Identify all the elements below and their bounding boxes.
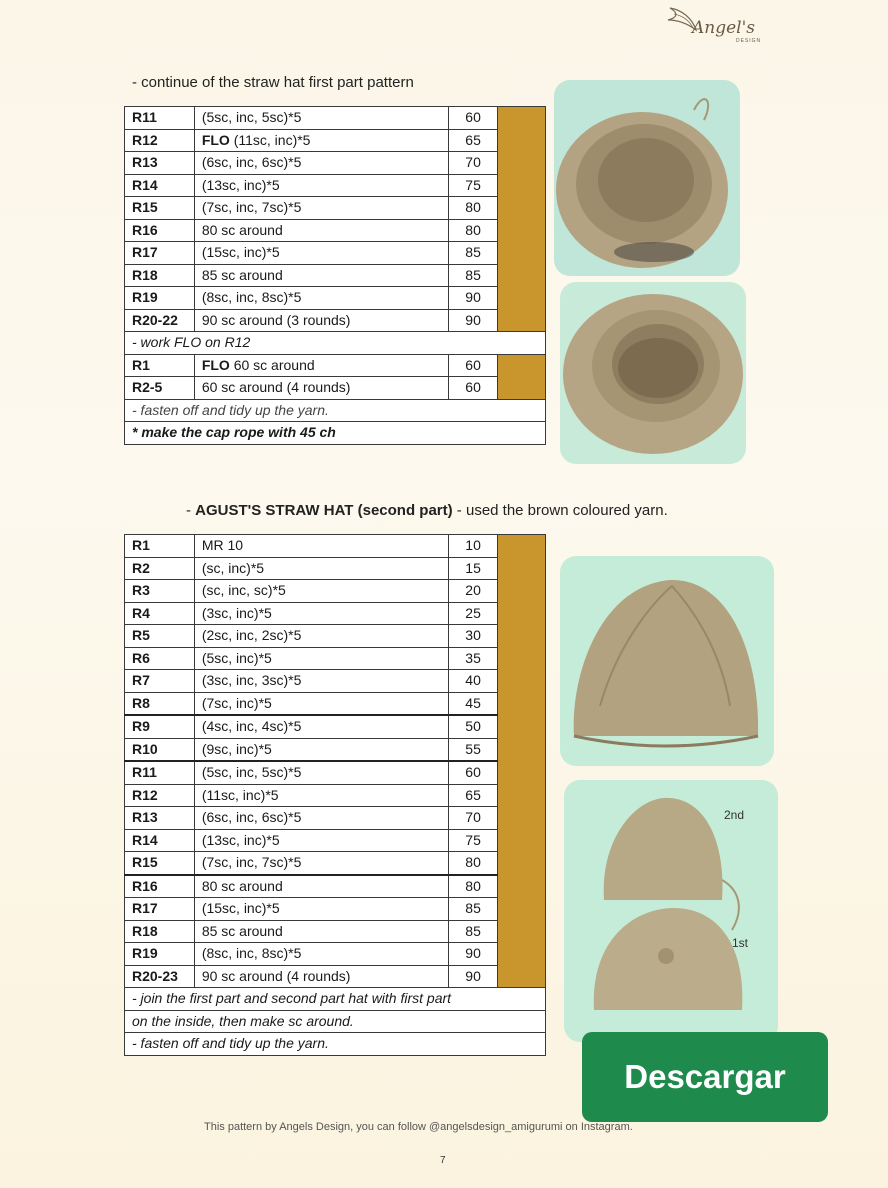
instruction-cell: (5sc, inc, 5sc)*5 bbox=[194, 107, 449, 130]
flo-note: - work FLO on R12 bbox=[125, 332, 546, 355]
table-row bbox=[125, 242, 546, 265]
crochet-hat-dome-icon bbox=[560, 556, 774, 766]
table-row bbox=[125, 943, 546, 966]
table-row bbox=[125, 354, 546, 377]
section2-heading-suffix: - used the brown coloured yarn. bbox=[452, 502, 668, 519]
note-row bbox=[125, 422, 546, 445]
stitch-count-cell: 60 bbox=[449, 354, 497, 377]
note-row bbox=[125, 1033, 546, 1056]
table-row bbox=[125, 738, 546, 761]
stitch-count-cell: 10 bbox=[449, 535, 497, 558]
fasten-note: - fasten off and tidy up the yarn. bbox=[125, 399, 546, 422]
round-cell: R2-5 bbox=[125, 377, 195, 400]
table-row bbox=[125, 580, 546, 603]
round-cell: R12 bbox=[125, 129, 195, 152]
stitch-count-cell: 75 bbox=[449, 174, 497, 197]
round-cell: R12 bbox=[125, 784, 195, 807]
stitch-count-cell: 75 bbox=[449, 829, 497, 852]
stitch-count-cell: 90 bbox=[449, 943, 497, 966]
table-row bbox=[125, 107, 546, 130]
instruction-cell: (sc, inc, sc)*5 bbox=[194, 580, 449, 603]
stitch-count-cell: 80 bbox=[449, 219, 497, 242]
round-cell: R15 bbox=[125, 852, 195, 875]
stitch-count-cell: 15 bbox=[449, 557, 497, 580]
table-row bbox=[125, 920, 546, 943]
table-row bbox=[125, 602, 546, 625]
instruction-text: (11sc, inc)*5 bbox=[229, 131, 311, 148]
instruction-cell: (8sc, inc, 8sc)*5 bbox=[194, 943, 449, 966]
fasten-note: - fasten off and tidy up the yarn. bbox=[125, 1033, 546, 1056]
round-cell: R18 bbox=[125, 920, 195, 943]
crochet-hat-inside-icon bbox=[554, 80, 740, 276]
flo-label: FLO bbox=[201, 356, 230, 373]
stitch-count-cell: 30 bbox=[449, 625, 497, 648]
instruction-cell: (11sc, inc)*5 bbox=[194, 784, 449, 807]
hat-photo-inside bbox=[554, 80, 740, 276]
table-row bbox=[125, 174, 546, 197]
table-row bbox=[125, 761, 546, 784]
instruction-cell: (3sc, inc)*5 bbox=[194, 602, 449, 625]
section2-heading-prefix: - bbox=[186, 502, 196, 519]
table-row bbox=[125, 219, 546, 242]
instruction-cell: 80 sc around bbox=[194, 219, 449, 242]
table-row bbox=[125, 875, 546, 898]
pattern-table-second-part bbox=[124, 534, 546, 1056]
table-row bbox=[125, 309, 546, 332]
instruction-cell: 90 sc around (3 rounds) bbox=[194, 309, 449, 332]
table-row bbox=[125, 692, 546, 715]
table-row bbox=[125, 852, 546, 875]
instruction-cell: (8sc, inc, 8sc)*5 bbox=[194, 287, 449, 310]
hat-photo-two-parts bbox=[564, 780, 778, 1042]
instruction-cell: (7sc, inc, 7sc)*5 bbox=[194, 197, 449, 220]
round-cell: R8 bbox=[125, 692, 195, 715]
instruction-cell: (3sc, inc, 3sc)*5 bbox=[194, 670, 449, 693]
stitch-count-cell: 90 bbox=[449, 287, 497, 310]
stitch-count-cell: 80 bbox=[449, 875, 497, 898]
stitch-count-cell: 45 bbox=[449, 692, 497, 715]
table-row bbox=[125, 784, 546, 807]
table-row bbox=[125, 535, 546, 558]
table-row bbox=[125, 647, 546, 670]
instruction-cell: (sc, inc)*5 bbox=[194, 557, 449, 580]
stitch-count-cell: 80 bbox=[449, 852, 497, 875]
stitch-count-cell: 70 bbox=[449, 807, 497, 830]
stitch-count-cell: 35 bbox=[449, 647, 497, 670]
round-cell: R1 bbox=[125, 354, 195, 377]
note-row bbox=[125, 399, 546, 422]
flo-label: FLO bbox=[201, 131, 230, 148]
stitch-count-cell: 85 bbox=[449, 242, 497, 265]
count-color-bar bbox=[497, 107, 545, 332]
round-cell: R11 bbox=[125, 761, 195, 784]
stitch-count-cell: 60 bbox=[449, 761, 497, 784]
stitch-count-cell: 60 bbox=[449, 107, 497, 130]
logo-subtext: DESIGN bbox=[736, 38, 762, 44]
round-cell: R19 bbox=[125, 287, 195, 310]
table-row bbox=[125, 129, 546, 152]
table-row bbox=[125, 715, 546, 738]
table-row bbox=[125, 197, 546, 220]
join-note-line1: - join the first part and second part hat with first part bbox=[125, 988, 546, 1011]
logo-text: Angel's bbox=[692, 18, 756, 38]
stitch-count-cell: 55 bbox=[449, 738, 497, 761]
stitch-count-cell: 50 bbox=[449, 715, 497, 738]
stitch-count-cell: 40 bbox=[449, 670, 497, 693]
round-cell: R2 bbox=[125, 557, 195, 580]
round-cell: R11 bbox=[125, 107, 195, 130]
instruction-cell: (6sc, inc, 6sc)*5 bbox=[194, 152, 449, 175]
table-row bbox=[125, 965, 546, 988]
section1-heading: - continue of the straw hat first part pattern bbox=[132, 74, 414, 91]
hat-photo-dome bbox=[560, 556, 774, 766]
instruction-cell: (7sc, inc, 7sc)*5 bbox=[194, 852, 449, 875]
stitch-count-cell: 20 bbox=[449, 580, 497, 603]
instruction-cell: (6sc, inc, 6sc)*5 bbox=[194, 807, 449, 830]
count-color-bar bbox=[497, 354, 545, 399]
round-cell: R16 bbox=[125, 875, 195, 898]
download-button[interactable]: Descargar bbox=[582, 1032, 828, 1122]
instruction-cell: 60 sc around (4 rounds) bbox=[194, 377, 449, 400]
section2-heading bbox=[186, 502, 668, 519]
note-row bbox=[125, 988, 546, 1011]
instruction-cell: 90 sc around (4 rounds) bbox=[194, 965, 449, 988]
instruction-cell bbox=[194, 129, 449, 152]
round-cell: R14 bbox=[125, 174, 195, 197]
instruction-cell: (4sc, inc, 4sc)*5 bbox=[194, 715, 449, 738]
instruction-cell bbox=[194, 354, 449, 377]
table-row bbox=[125, 287, 546, 310]
instruction-cell: MR 10 bbox=[194, 535, 449, 558]
round-cell: R15 bbox=[125, 197, 195, 220]
table-row bbox=[125, 625, 546, 648]
instruction-cell: 85 sc around bbox=[194, 920, 449, 943]
section2-heading-title: AGUST'S STRAW HAT (second part) bbox=[195, 502, 453, 519]
table-row bbox=[125, 152, 546, 175]
table-row bbox=[125, 807, 546, 830]
round-cell: R20-22 bbox=[125, 309, 195, 332]
table-row bbox=[125, 557, 546, 580]
round-cell: R1 bbox=[125, 535, 195, 558]
round-cell: R7 bbox=[125, 670, 195, 693]
instruction-cell: (13sc, inc)*5 bbox=[194, 174, 449, 197]
round-cell: R13 bbox=[125, 152, 195, 175]
round-cell: R14 bbox=[125, 829, 195, 852]
note-row bbox=[125, 1010, 546, 1033]
stitch-count-cell: 90 bbox=[449, 965, 497, 988]
stitch-count-cell: 25 bbox=[449, 602, 497, 625]
crochet-hat-parts-icon bbox=[564, 780, 778, 1042]
round-cell: R17 bbox=[125, 242, 195, 265]
round-cell: R9 bbox=[125, 715, 195, 738]
stitch-count-cell: 65 bbox=[449, 129, 497, 152]
instruction-cell: (5sc, inc, 5sc)*5 bbox=[194, 761, 449, 784]
table-row bbox=[125, 898, 546, 921]
stitch-count-cell: 65 bbox=[449, 784, 497, 807]
instruction-cell: (7sc, inc)*5 bbox=[194, 692, 449, 715]
note-row bbox=[125, 332, 546, 355]
round-cell: R19 bbox=[125, 943, 195, 966]
table-row bbox=[125, 377, 546, 400]
stitch-count-cell: 70 bbox=[449, 152, 497, 175]
table-row bbox=[125, 264, 546, 287]
round-cell: R18 bbox=[125, 264, 195, 287]
count-color-bar bbox=[497, 535, 545, 988]
crochet-hat-brim-icon bbox=[560, 282, 746, 464]
pattern-table-first-part bbox=[124, 106, 546, 445]
round-cell: R5 bbox=[125, 625, 195, 648]
round-cell: R20-23 bbox=[125, 965, 195, 988]
table-row bbox=[125, 670, 546, 693]
round-cell: R4 bbox=[125, 602, 195, 625]
hat-photo-brim bbox=[560, 282, 746, 464]
round-cell: R10 bbox=[125, 738, 195, 761]
instruction-cell: (13sc, inc)*5 bbox=[194, 829, 449, 852]
stitch-count-cell: 60 bbox=[449, 377, 497, 400]
page-number: 7 bbox=[440, 1155, 446, 1166]
stitch-count-cell: 85 bbox=[449, 920, 497, 943]
instruction-cell: (9sc, inc)*5 bbox=[194, 738, 449, 761]
footer-credit: This pattern by Angels Design, you can follow @angelsdesign_amigurumi on Instagram. bbox=[204, 1121, 633, 1133]
rope-note: * make the cap rope with 45 ch bbox=[125, 422, 546, 445]
table-row bbox=[125, 829, 546, 852]
second-part-label: 2nd bbox=[724, 808, 745, 822]
round-cell: R16 bbox=[125, 219, 195, 242]
join-note-line2: on the inside, then make sc around. bbox=[125, 1010, 546, 1033]
instruction-cell: 85 sc around bbox=[194, 264, 449, 287]
first-part-label: 1st bbox=[732, 936, 749, 950]
round-cell: R17 bbox=[125, 898, 195, 921]
stitch-count-cell: 85 bbox=[449, 264, 497, 287]
instruction-cell: (2sc, inc, 2sc)*5 bbox=[194, 625, 449, 648]
instruction-cell: 80 sc around bbox=[194, 875, 449, 898]
stitch-count-cell: 80 bbox=[449, 197, 497, 220]
round-cell: R6 bbox=[125, 647, 195, 670]
stitch-count-cell: 90 bbox=[449, 309, 497, 332]
instruction-cell: (5sc, inc)*5 bbox=[194, 647, 449, 670]
round-cell: R3 bbox=[125, 580, 195, 603]
stitch-count-cell: 85 bbox=[449, 898, 497, 921]
instruction-text: 60 sc around bbox=[229, 356, 315, 373]
round-cell: R13 bbox=[125, 807, 195, 830]
instruction-cell: (15sc, inc)*5 bbox=[194, 242, 449, 265]
instruction-cell: (15sc, inc)*5 bbox=[194, 898, 449, 921]
